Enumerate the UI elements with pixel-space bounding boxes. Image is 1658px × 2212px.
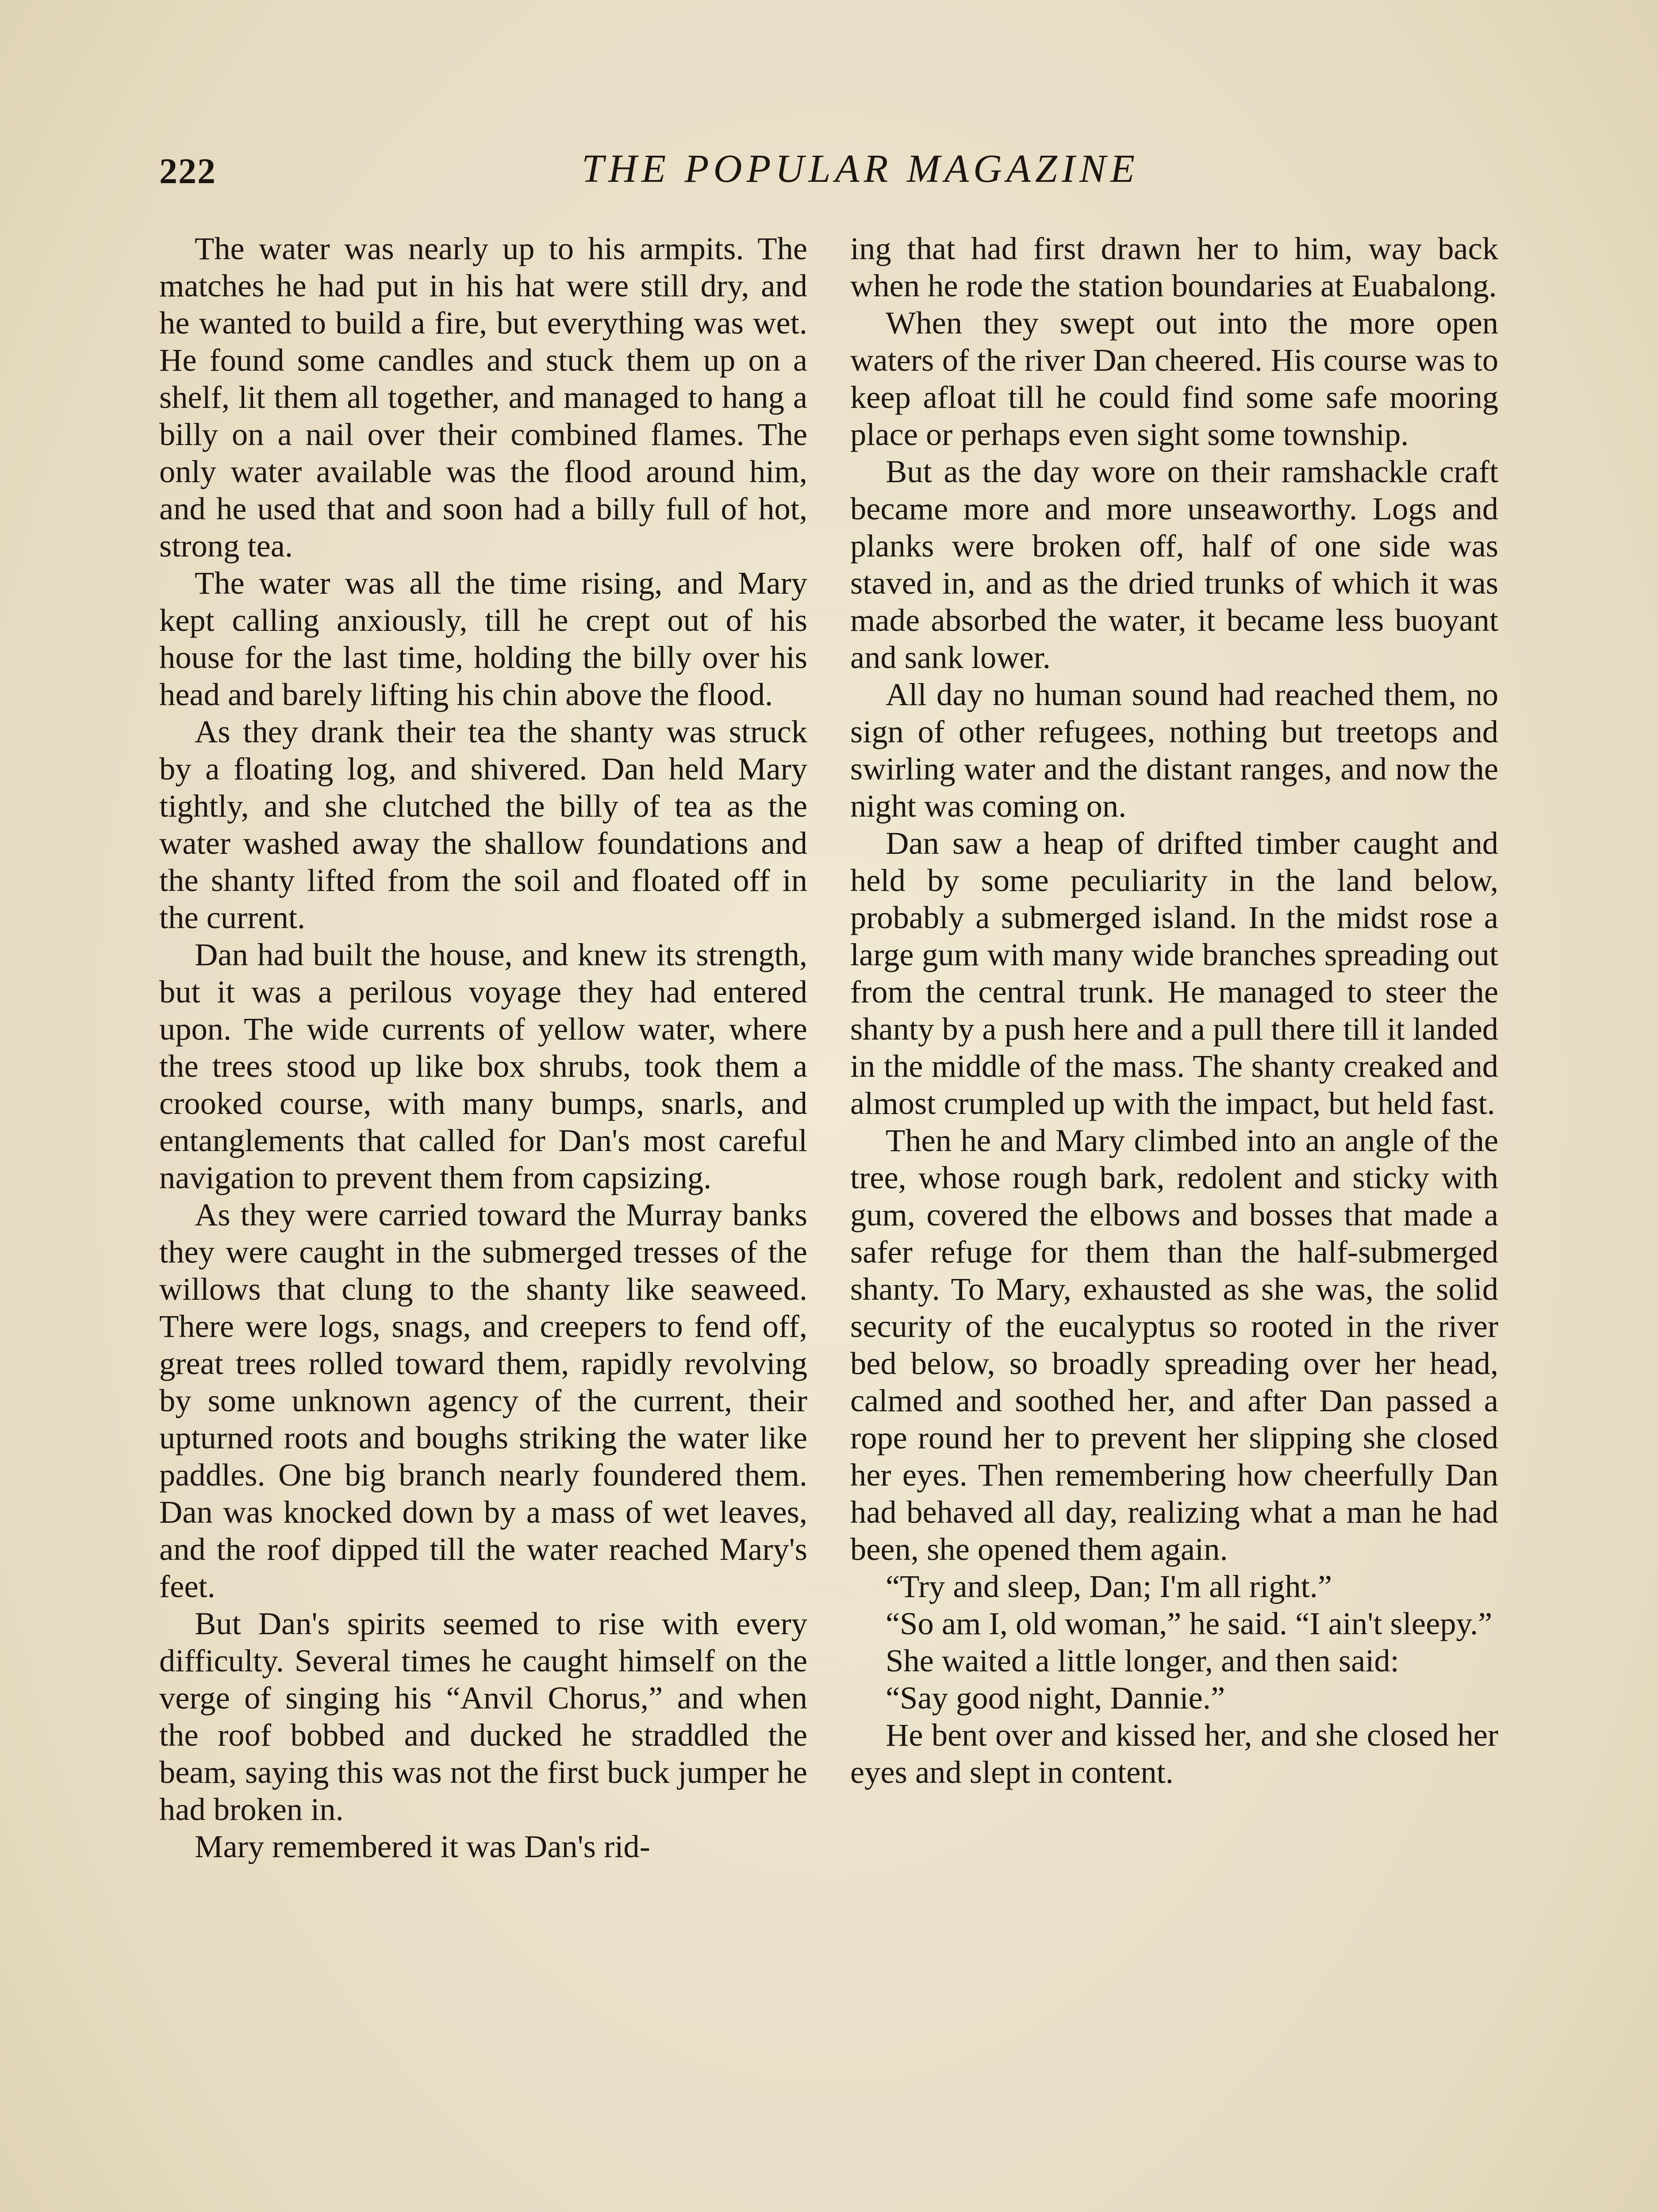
paragraph: Mary remembered it was Dan's rid- [195, 1828, 650, 1864]
paragraph-continued: ing that had first drawn her to him, way back when he rode the station boundaries at Euabalong. [850, 230, 1498, 303]
page-number: 222 [159, 151, 216, 191]
page-header [159, 146, 1508, 204]
paragraph: But as the day wore on their ramshackle craft became more and more unseaworthy. Logs and planks were broken off, half of one side was staved in, and as the dried trunks of which it was made absorbed the water, it became less buoyant and sank lower. [850, 453, 1498, 675]
dialogue-line: “Say good night, Dannie.” [886, 1680, 1225, 1716]
paragraph: Dan saw a heap of drifted timber caught and held by some peculiarity in the land below, probably a submerged island. In the midst rose a large gum with many wide branches spreading out from the central trunk. He managed to steer the shanty by a push here and a pull there till it landed in the middle of the mass. The shanty creaked and almost crumpled up with the impact, but held fast. [850, 825, 1498, 1121]
running-title: THE POPULAR MAGAZINE [582, 147, 1139, 191]
dialogue-line: “Try and sleep, Dan; I'm all right.” [886, 1568, 1332, 1604]
paragraph: But Dan's spirits seemed to rise with every difficulty. Several times he caught himself on the verge of singing his “Anvil Chorus,” and when the roof bobbed and ducked he straddled the beam, saying this was not the first buck jumper he had broken in. [159, 1605, 807, 1827]
left-column [159, 230, 807, 1865]
paragraph: All day no human sound had reached them, no sign of other refugees, nothing but treetops and swirling water and the distant ranges, and now the night was coming on. [850, 676, 1498, 824]
paragraph: Then he and Mary climbed into an angle of the tree, whose rough bark, redolent and sticky with gum, covered the elbows and bosses that made a safer refuge for them than the half-submerged shanty. To Mary, exhausted as she was, the solid security of the eucalyptus so rooted in the river bed below, so broadly spreading over her head, calmed and soothed her, and after Dan passed a rope round her to prevent her slipping she closed her eyes. Then remembering how cheerfully Dan had behaved all day, realizing what a man he had been, she opened them again. [850, 1122, 1498, 1567]
paragraph: The water was nearly up to his armpits. The matches he had put in his hat were still dry, and he wanted to build a fire, but everything was wet. He found some candles and stuck them up on a shelf, lit them all together, and managed to hang a billy on a nail over their combined flames. The only water available was the flood around him, and he used that and soon had a billy full of hot, strong tea. [159, 230, 807, 564]
paragraph: He bent over and kissed her, and she closed her eyes and slept in content. [850, 1717, 1498, 1790]
right-column [850, 230, 1498, 1791]
paragraph: Dan had built the house, and knew its strength, but it was a perilous voyage they had entered upon. The wide currents of yellow water, where the trees stood up like box shrubs, took them a crooked course, with many bumps, snarls, and entanglements that called for Dan's most careful navigation to prevent them from capsizing. [159, 937, 807, 1195]
paragraph: As they were carried toward the Murray banks they were caught in the submerged tresses of the willows that clung to the shanty like seaweed. There were logs, snags, and creepers to fend off, great trees rolled toward them, rapidly revolving by some unknown agency of the current, their upturned roots and boughs striking the water like paddles. One big branch nearly foundered them. Dan was knocked down by a mass of wet leaves, and the roof dipped till the water reached Mary's feet. [159, 1197, 807, 1604]
paragraph: As they drank their tea the shanty was struck by a floating log, and shivered. Dan held Mary tightly, and she clutched the billy of tea as the water washed away the shallow foundations and the shanty lifted from the soil and floated off in the current. [159, 714, 807, 935]
paragraph: When they swept out into the more open waters of the river Dan cheered. His course was to keep afloat till he could find some safe mooring place or perhaps even sight some township. [850, 305, 1498, 452]
dialogue-line: “So am I, old woman,” he said. “I ain't sleepy.” [886, 1605, 1493, 1641]
paragraph: She waited a little longer, and then said: [886, 1643, 1399, 1678]
paragraph: The water was all the time rising, and Mary kept calling anxiously, till he crept out of his house for the last time, holding the billy over his head and barely lifting his chin above the flood. [159, 565, 807, 712]
